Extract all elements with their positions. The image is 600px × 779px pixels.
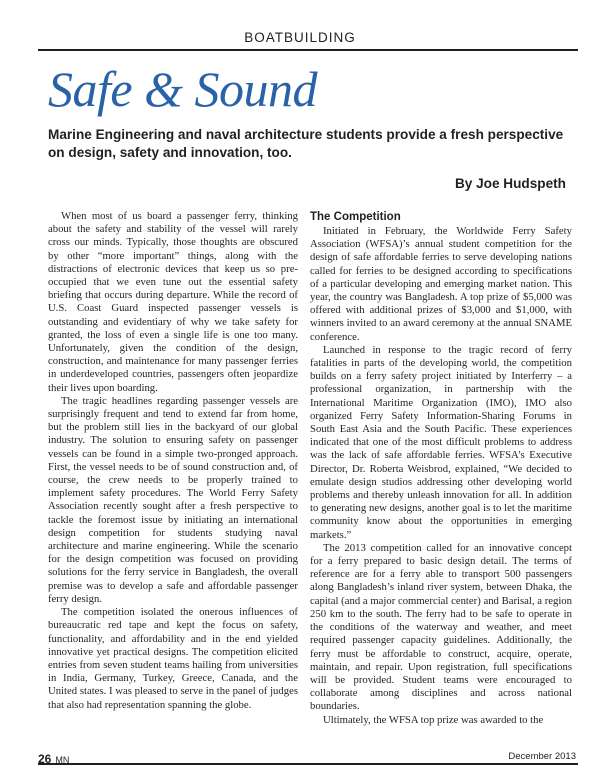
issue-date: December 2013: [508, 751, 576, 762]
left-column: [48, 210, 298, 712]
magazine-name: MN: [55, 755, 70, 765]
deck: Marine Engineering and naval architecture students provide a fresh perspective on design, safety and innovation, too.: [48, 127, 564, 160]
page-number: 26: [38, 752, 52, 766]
body-paragraph: The 2013 competition called for an innovative concept for a ferry prepared to basic design detail. The terms of reference are for a ferry able to transport 500 passengers along Bangladesh’s inland river system, between Dhaka, the capital (and a major commercial center) and Barisal, a region 250 km to the south. The ferry had to be safe to operate in the conditions of the waterway and weather, and meet required passenger capacity guidelines. Additionally, the ferry must be affordable to construct, acquire, operate, maintain, and repair. Upon registration, full specifications will be provided. Student teams were encouraged to collaborate among disciplines and across national boundaries.: [310, 541, 572, 713]
headline: Safe & Sound: [48, 61, 317, 117]
byline: By Joe Hudspeth: [454, 176, 566, 191]
right-column: [310, 210, 572, 727]
header-rule: [38, 49, 578, 51]
footer-rule: [38, 763, 578, 765]
section-label: BOATBUILDING: [244, 30, 356, 45]
body-paragraph: Launched in response to the tragic record of ferry fatalities in parts of the developing world, the competition builds on a ferry safety project initiated by Interferry – a professional organization, in partnership with the International Maritime Organization (IMO), IMO also organized Ferry Safety Information-Sharing Forums in South East Asia and the South Pacific. These experiences indicated that one of the most difficult problems to address was the lack of safe affordable ferries. WFSA’s Executive Director, Dr. Roberta Weisbrod, explained, “We decided to emulate design studios addressing other developing world problems and thereby unleash innovation for all. In addition to generating new designs, another goal is to let the maritime community know about the opportunities in emerging markets.”: [310, 343, 572, 541]
body-paragraph: Initiated in February, the Worldwide Ferry Safety Association (WFSA)’s annual student competition for the design of safe affordable ferries to serve developing nations called for ferries to be designed according to specifications of a particular developing and emerging market nation. This year, the country was Bangladesh. A top prize of $5,000 was offered with additional prizes of $3,000 and $1,000, with winners invited to an award ceremony at the annual SNAME conference.: [310, 225, 572, 343]
body-paragraph: When most of us board a passenger ferry, thinking about the safety and stability of the vessel will rarely cross our minds. Typically, those thoughts are obscured by other “more important” things, along with the distractions of electronic devices that keep us so pre-occupied that we even tune out the essential safety briefing that occurs during departure. While the record of U.S. Coast Guard inspected passenger vessels is outstanding and evidentiary of why we take safety for granted, the loss of even a single life is one too many. Unfortunately, given the condition of the design, construction, and maintenance for many passenger ferries in underdeveloped countries, passengers often jeopardize their lives upon boarding.: [48, 210, 298, 394]
body-paragraph: The tragic headlines regarding passenger vessels are surprisingly frequent and tend to extend far from home, but the problem still lies in the backyard of our global industry. The solution to ensuring safety on passenger vessels can be found in a simple two-pronged approach. First, the vessel needs to be of sound construction and, of course, the crew needs to be properly trained to implement safety procedures. The World Ferry Safety Association recently sought after a fresh perspective to tackle the foremost issue by initiating an international design competition for students studying naval architecture and marine engineering. While the scenario for the design competition was focused on providing solutions for the ferry service in Bangladesh, the overall premise was to develop a safe and affordable passenger ferry design.: [48, 394, 298, 605]
subhead: The Competition: [310, 211, 401, 223]
body-paragraph: Ultimately, the WFSA top prize was awarded to the: [323, 713, 544, 726]
footer-left: [38, 750, 69, 768]
body-paragraph: The competition isolated the onerous influences of bureaucratic red tape and kept the focus on safety, functionality, and affordability and in the end yielded innovative yet practical designs. The competition elicited entries from seven student teams hailing from universities in India, Germany, Turkey, Greece, Canada, and the United states. I was pleased to serve in the panel of judges that also had representation spanning the globe.: [48, 606, 298, 711]
